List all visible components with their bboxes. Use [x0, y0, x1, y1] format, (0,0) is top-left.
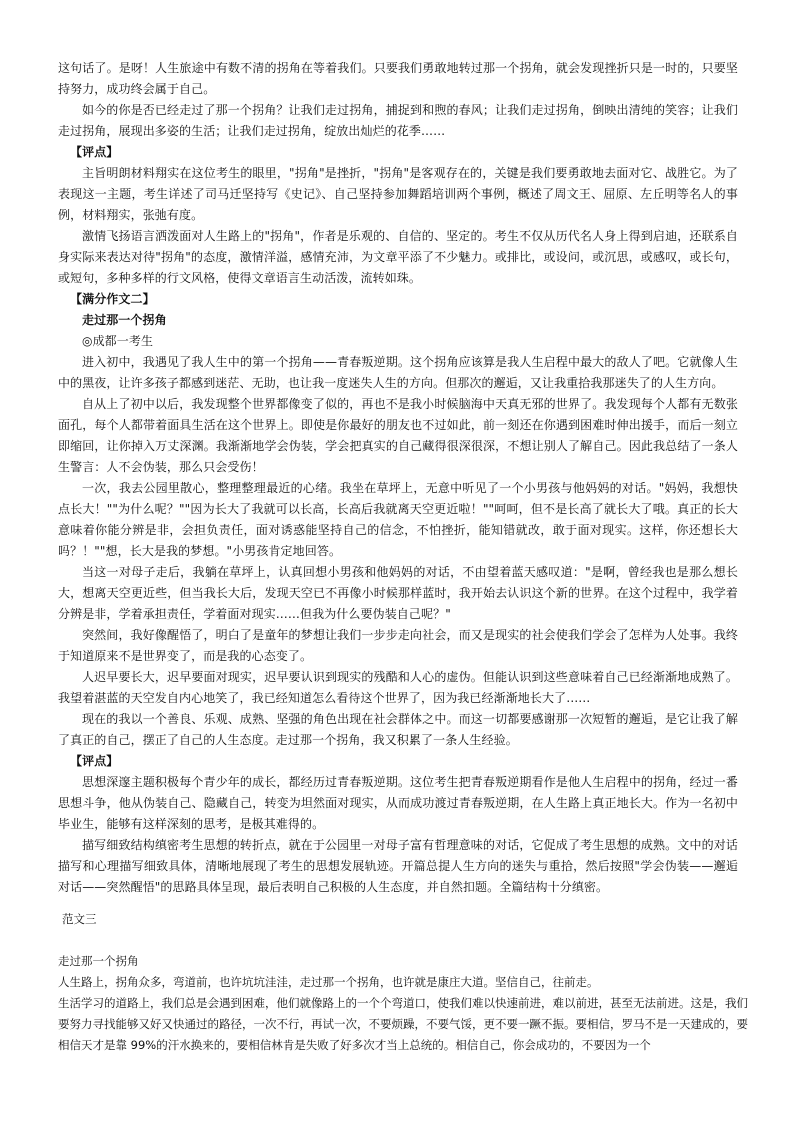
paragraph-5: 进入初中，我遇见了我人生中的第一个拐角——青春叛逆期。这个拐角应该算是我人生启程中最大的敌人了吧。它就像人生中的黑夜，让许多孩子都感到迷茫、无助，也让我一度迷失人生的方向。但那次的邂逅，又让我重拾我那迷失了的人生方向。 — [58, 355, 738, 390]
paragraph-7: 一次，我去公园里散心，整理整理最近的心绪。我坐在草坪上，无意中听见了一个小男孩与他妈妈的对话。"妈妈，我想快点长大！""为什么呢？""因为长大了我就可以长高，长高后我就离天空更近啦！""呵呵，但不是长高了就长大了哦。真正的长大意味着你能分辨是非，会担负责任，面对诱惑能坚持自己的信念，不怕挫折，能知错就改，敢于面对现实。这样，你还想长大吗？！""想，长大是我的梦想。"小男孩肯定地回答。 — [58, 481, 738, 558]
comment-heading-1: 【评点】 — [70, 145, 119, 159]
paragraph-10: 人迟早要长大，迟早要面对现实，迟早要认识到现实的残酷和人心的虚伪。但能认识到这些意味着自己已经渐渐地成熟了。我望着湛蓝的天空发自内心地笑了，我已经知道怎么看待这个世界了，因为我已经渐渐地长大了…… — [58, 670, 738, 705]
paragraph-11: 现在的我以一个善良、乐观、成熟、坚强的角色出现在社会群体之中。而这一切都要感谢那一次短暂的邂逅，是它让我了解了真正的自己，摆正了自己的人生态度。走过那一个拐角，我又积累了一条人生经验。 — [58, 712, 738, 747]
paragraph-9: 突然间，我好像醒悟了，明白了是童年的梦想让我们一步步走向社会，而又是现实的社会使我们学会了怎样为人处事。我终于知道原来不是世界变了，而是我的心态变了。 — [58, 628, 738, 663]
paragraph-6: 自从上了初中以后，我发现整个世界都像变了似的，再也不是我小时候脑海中天真无邪的世界了。我发现每个人都有无数张面孔，每个人都带着面具生活在这个世界上。即使是你最好的朋友也不过如此，前一刻还在你遇到困难时伸出援手，而后一刻立即缩回，让你掉入万丈深渊。我渐渐地学会伪装，学会把真实的自己藏得很深很深，不想让别人了解自己。因此我总结了一条人生警言：人不会伪装，那么只会受伤！ — [58, 397, 738, 474]
essay-2-title: 走过那一个拐角 — [82, 313, 167, 327]
essay-2-author: ◎成都一考生 — [82, 334, 154, 348]
comment-heading-2: 【评点】 — [70, 754, 119, 768]
paragraph-3: 主旨明朗材料翔实在这位考生的眼里，"拐角"是挫折，"拐角"是客观存在的，关键是我们要勇敢地去面对它、战胜它。为了表现这一主题，考生详述了司马迁坚持写《史记》、自己坚持参加舞蹈培训两个事例，概述了周文王、屈原、左丘明等名人的事例，材料翔实，张弛有度。 — [58, 166, 738, 222]
paragraph-12: 思想深邃主题积极每个青少年的成长，都经历过青春叛逆期。这位考生把青春叛逆期看作是他人生启程中的拐角，经过一番思想斗争，他从伪装自己、隐藏自己，转变为坦然面对现实，从而成功渡过青春叛逆期，在人生路上真正地长大。作为一名初中毕业生，能够有这样深刻的思考，是极其难得的。 — [58, 775, 738, 831]
paragraph-4: 激情飞扬语言洒泼面对人生路上的"拐角"，作者是乐观的、自信的、坚定的。考生不仅从历代名人身上得到启迪，还联系自身实际来表达对待"拐角"的态度，激情洋溢，感情充沛，为文章平添了不少魅力。或排比，或设问，或沉思，或感叹，或长句，或短句，多种多样的行文风格，使得文章语言生动活泼，流转如珠。 — [58, 229, 738, 285]
essay-2-label: 【满分作文二】 — [70, 292, 155, 306]
paragraph-14: 人生路上，拐角众多，弯道前，也许坑坑洼洼，走过那一个拐角，也许就是康庄大道。坚信自己，往前走。 — [58, 975, 599, 989]
paragraph-15: 生活学习的道路上，我们总是会遇到困难，他们就像路上的一个个弯道口，使我们难以快速前进，难以前进，甚至无法前进。这是，我们要努力寻找能够又好又快通过的路径，一次不行，再试一次，不要烦躁，不要气馁，更不要一蹶不振。要相信，罗马不是一天建成的，要相信天才是靠 99%的汗水换来的，要相信林肯是失败了好多次才当上总统的。相信自己，你会成功的，不要因为一个 — [58, 996, 748, 1052]
paragraph-1: 这句话了。是呀！人生旅途中有数不清的拐角在等着我们。只要我们勇敢地转过那一个拐角，就会发现挫折只是一时的，只要坚持努力，成功终会属于自己。 — [58, 61, 738, 96]
essay-3-title: 走过那一个拐角 — [58, 954, 139, 968]
paragraph-2: 如今的你是否已经走过了那一个拐角？让我们走过拐角，捕捉到和煦的春风；让我们走过拐角，倒映出清纯的笑容；让我们走过拐角，展现出多姿的生活；让我们走过拐角，绽放出灿烂的花季…… — [58, 103, 738, 138]
paragraph-13: 描写细致结构缜密考生思想的转折点，就在于公园里一对母子富有哲理意味的对话，它促成了考生思想的成熟。文中的对话描写和心理描写细致具体，清晰地展现了考生的思想发展轨迹。开篇总提人生方向的迷失与重拾，然后按照"学会伪装——邂逅对话——突然醒悟"的思路具体呈现，最后表明自己积极的人生态度，并自然扣题。全篇结构十分缜密。 — [58, 838, 738, 894]
essay-3-label: 范文三 — [62, 912, 97, 926]
paragraph-8: 当这一对母子走后，我躺在草坪上，认真回想小男孩和他妈妈的对话，不由望着蓝天感叹道："是啊，曾经我也是那么想长大，想离天空更近些，但当我长大后，发现天空已不再像小时候那样蓝时，我开始去认识这个新的世界。在这个过程中，我学着分辨是非，学着承担责任，学着面对现实……但我为什么要伪装自己呢？" — [58, 565, 738, 621]
